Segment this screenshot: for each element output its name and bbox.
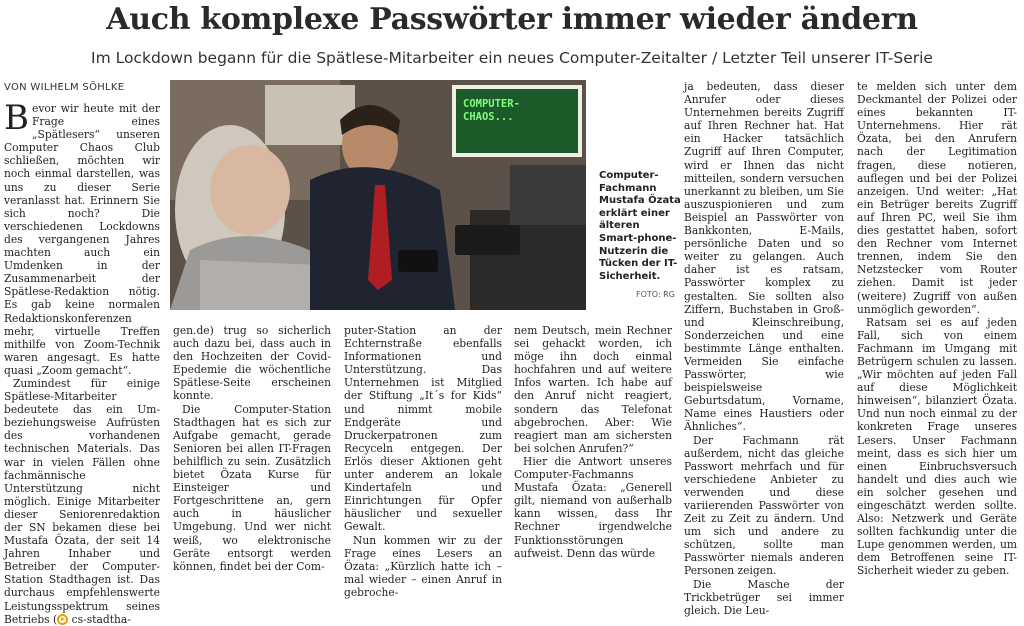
- subheadline: Im Lockdown begann für die Spätlese-Mitarbeiter ein neues Computer-Zeitalter / Letzter Teil unserer IT-Serie: [91, 49, 933, 67]
- article-paragraph: te melden sich unter dem Deckmantel der Polizei oder eines bekannten IT-Unternehmens. Hier rät Özata, bei den Anrufern nach der Legitimation fragen, diese notieren, auflegen und bei der Polizei anzeigen. Und weiter: „Hat ein Betrüger bereits Zugriff auf Ihren PC, weil Sie ihm dies gestattet haben, sofort den Rechner vom Internet trennen, indem Sie den Netzstecker vom Router ziehen. Damit ist jeder (weitere) Zugriff von außen unmöglich geworden“.: [857, 80, 1017, 316]
- article-column-2: [173, 324, 331, 573]
- paragraph-text: Zumindest für einige Spätlese-Mitarbeiter bedeutete das ein Um- beziehungsweise Aufrüsten des vorhandenen technischen Materials. Das war in vielen Fällen ohne fachmännische Unterstützung nicht möglich. Einige Mitarbeiter dieser Seniorenredaktion der SN bekamen diese bei Mustafa Özata, der seit 14 Jahren Inhaber und Betreiber der Computer-Station Stadthagen ist. Das durchaus empfehlenswerte Leistungsspektrum seines Betriebs (: [4, 376, 160, 626]
- photo-caption: Computer-Fachmann Mustafa Özata erklärt einer älteren Smart-phone-Nutzerin die Tücken der IT-Sicherheit.: [599, 170, 681, 282]
- article-paragraph: [4, 98, 160, 377]
- article-column-1: [4, 98, 160, 626]
- article-column-5: [684, 80, 844, 617]
- article-column-4: [514, 324, 672, 560]
- arrow-link-icon: [57, 614, 68, 625]
- article-column-3: [344, 324, 502, 599]
- article-paragraph: Ratsam sei es auf jeden Fall, sich von einem Fachmann im Umgang mit Betrügern schulen zu lassen. „Wir möchten auf jeden Fall auf diese Möglichkeit hinweisen“, bilanziert Özata. Und nun noch einmal zu der konkreten Frage unseres Lesers. Unser Fachmann meint, dass es sich hier um einen Einbruchsversuch handelt und dies auch wie ein solcher gesehen und eingeschätzt werden sollte. Also: Netzwerk und Geräte sollten fachkundig unter die Lupe genommen werden, um dem Betroffenen seine IT-Sicherheit wieder zu geben.: [857, 315, 1017, 578]
- headline: Auch komplexe Passwörter immer wieder ändern: [106, 2, 918, 37]
- article-paragraph: puter-Station an der Echternstraße ebenfalls Informationen und Unterstützung. Das Unternehmen ist Mitglied der Stiftung „It´s for Kids“ und nimmt mobile Endgeräte und Druckerpatronen zum Recyceln entgegen. Der Erlös dieser Aktionen geht unter anderem an lokale Kindertafeln und Einrichtungen für Opfer häuslicher und sexueller Gewalt.: [344, 324, 502, 534]
- article-paragraph: Der Fachmann rät außerdem, nicht das gleiche Passwort mehrfach und für verschiedene Anbieter zu verwenden und diese variierenden Passwörter von Zeit zu Zeit zu ändern. Und um sich und andere zu schützen, sollte man Passwörter niemals anderen Personen zeigen.: [684, 433, 844, 578]
- article-paragraph: Die Masche der Trickbetrüger sei immer gleich. Die Leu-: [684, 577, 844, 617]
- paragraph-text: cs-stadtha-: [68, 612, 131, 626]
- article-paragraph: gen.de) trug so sicherlich auch dazu bei, dass auch in den Hochzeiten der Covid-Epedemie die wöchentliche Spätlese-Seite erscheinen konnte.: [173, 324, 331, 403]
- article-photo: [170, 80, 586, 310]
- article-column-6: [857, 80, 1017, 578]
- article-paragraph: Hier die Antwort unseres Computer-Fachmanns Mustafa Özata: „Generell gilt, niemand von außerhalb kann wissen, dass Ihr Rechner irgendwelche Funktionsstörungen aufweist. Denn das würde: [514, 454, 672, 560]
- drop-cap: B: [4, 98, 29, 138]
- paragraph-text: evor wir heute mit der Frage eines „Spätlesers“ unseren Computer Chaos Club schließen, möchten wir noch einmal darstellen, was uns zu dieser Serie veranlasst hat. Erinnern Sie sich noch? Die verschiedenen Lockdowns des vergangenen Jahres machten auch ein Umdenken in der Zusammenarbeit der Spätlese-Redaktion nötig. Es gab keine normalen Redaktionskonferenzen mehr, virtuelle Treffen mithilfe von Zoom-Technik waren angesagt. Es hatte quasi „Zoom gemacht“.: [4, 102, 160, 377]
- article-paragraph: [4, 377, 160, 626]
- photo-credit: FOTO: RG: [636, 290, 675, 299]
- article-paragraph: Die Computer-Station Stadthagen hat es sich zur Aufgabe gemacht, gerade Senioren bei allen IT-Fragen behilflich zu sein. Zusätzlich bietet Özata Kurse für Einsteiger und Fortgeschrittene an, gern auch in häuslicher Umgebung. Und wer nicht weiß, wo elektronische Geräte entsorgt werden können, findet bei der Com-: [173, 402, 331, 573]
- byline: VON WILHELM SÖHLKE: [4, 82, 125, 93]
- article-paragraph: nem Deutsch, mein Rechner sei gehackt worden, ich möge ihn doch einmal hochfahren und auf weitere Infos warten. Ich habe auf den Anruf nicht reagiert, sondern das Telefonat abgebrochen. Aber: Wie reagiert man am sichersten bei solchen Anrufen?“: [514, 324, 672, 455]
- article-paragraph: Nun kommen wir zu der Frage eines Lesers an Özata: „Kürzlich hatte ich – mal wieder – einen Anruf in gebroche-: [344, 533, 502, 599]
- photo-screen-text: COMPUTER- CHAOS...: [463, 98, 520, 123]
- article-paragraph: ja bedeuten, dass dieser Anrufer oder dieses Unternehmen bereits Zugriff auf Ihren Rechner hat. Hat ein Hacker tatsächlich Zugriff auf Ihren Computer, wird er Ihnen das nicht mitteilen, sondern versuchen unerkannt zu bleiben, um Sie auszuspionieren und zum Beispiel an Passwörter von Bankkonten, E-Mails, persönliche Daten und so weiter zu gelangen. Auch daher ist es ratsam, Passwörter komplex zu gestalten. Sie sollten also Ziffern, Buchstaben in Groß- und Kleinschreibung, Sonderzeichen und eine bestimmte Länge enthalten. Vermeiden Sie einfache Passwörter, wie beispielsweise Geburtsdatum, Vorname, Name eines Haustiers oder Ähnliches“.: [684, 80, 844, 434]
